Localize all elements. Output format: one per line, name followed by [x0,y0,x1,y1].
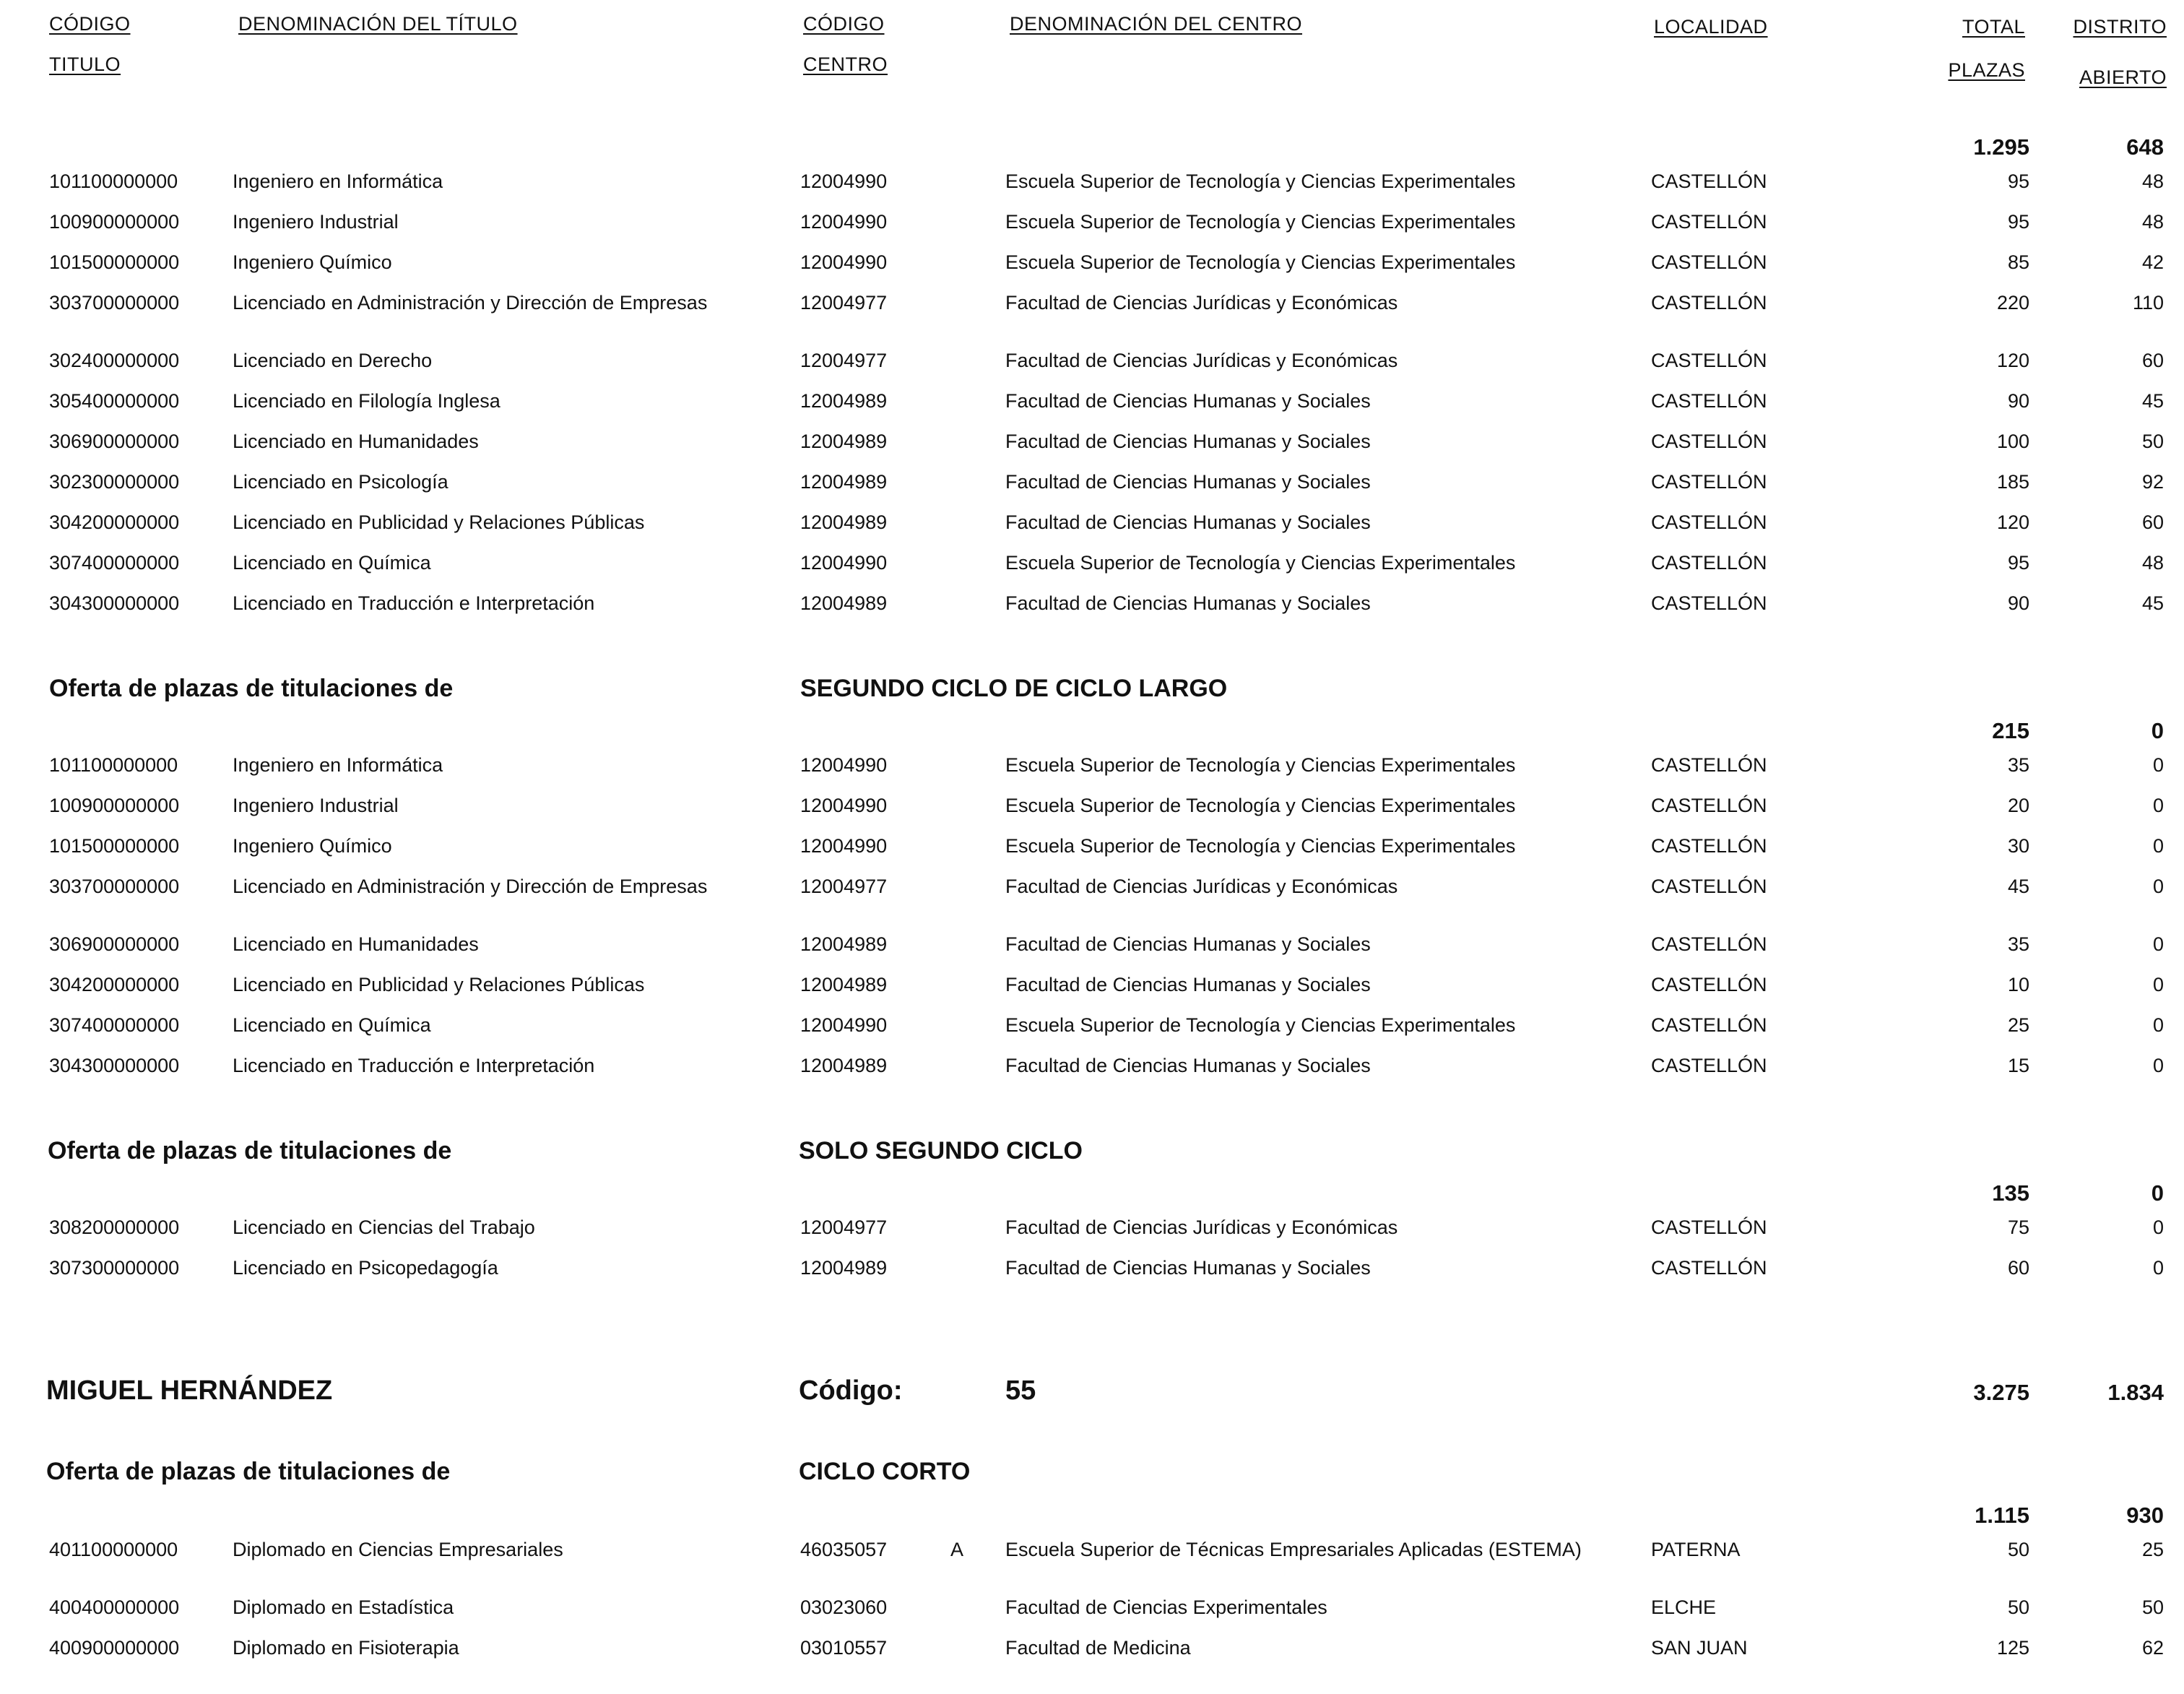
centro-codigo-cell: 12004990 [800,754,888,776]
titulo-codigo-cell: 306900000000 [49,933,180,955]
titulo-nombre-cell: Licenciado en Humanidades [233,933,479,955]
header-denominacion-titulo: DENOMINACIÓN DEL TÍTULO [238,13,518,35]
total-plazas-cell: 50 [2007,1596,2029,1618]
centro-nombre-cell: Facultad de Ciencias Jurídicas y Económicas [1005,350,1398,371]
titulo-nombre-cell: Diplomado en Estadística [233,1596,454,1618]
total-plazas-cell: 120 [1996,350,2029,371]
distrito-abierto-cell: 60 [2141,350,2164,371]
centro-nombre-cell: Facultad de Ciencias Jurídicas y Económicas [1005,292,1398,314]
titulo-codigo-cell: 308200000000 [49,1217,180,1238]
titulo-codigo-cell: 303700000000 [49,292,180,314]
university-name: MIGUEL HERNÁNDEZ [46,1375,333,1406]
centro-codigo-cell: 12004977 [800,350,888,371]
centro-codigo-cell: 12004989 [800,1257,888,1279]
university-distrito-abierto: 1.834 [2107,1380,2164,1405]
section3-title: SOLO SEGUNDO CICLO [799,1137,1083,1164]
table-row [0,1596,2184,1625]
table-row [0,1217,2184,1245]
table-row [0,933,2184,962]
centro-codigo-cell: 03010557 [800,1637,888,1659]
total-plazas-cell: 25 [2007,1014,2029,1036]
centro-nombre-cell: Escuela Superior de Tecnología y Ciencias Experimentales [1005,795,1516,816]
table-row [0,835,2184,864]
distrito-abierto-cell: 0 [2152,974,2164,995]
localidad-cell: CASTELLÓN [1651,795,1767,816]
section4-distrito-abierto: 930 [2126,1503,2164,1528]
header-codigo-titulo-1: CÓDIGO [49,13,131,35]
total-plazas-cell: 10 [2007,974,2029,995]
distrito-abierto-cell: 60 [2141,511,2164,533]
centro-codigo-cell: 12004989 [800,390,888,412]
table-row [0,1055,2184,1084]
titulo-codigo-cell: 304200000000 [49,511,180,533]
section2-distrito-abierto: 0 [2151,718,2164,743]
localidad-cell: CASTELLÓN [1651,292,1767,314]
titulo-nombre-cell: Ingeniero en Informática [233,754,443,776]
titulo-codigo-cell: 101100000000 [49,754,178,776]
total-plazas-cell: 95 [2007,170,2029,192]
centro-nombre-cell: Facultad de Ciencias Experimentales [1005,1596,1327,1618]
centro-codigo-cell: 12004977 [800,292,888,314]
centro-nombre-cell: Facultad de Ciencias Humanas y Sociales [1005,1257,1371,1279]
localidad-cell: CASTELLÓN [1651,1217,1767,1238]
total-plazas-cell: 100 [1996,431,2029,452]
titulo-nombre-cell: Licenciado en Química [233,552,431,574]
table-row [0,471,2184,500]
centro-nombre-cell: Facultad de Medicina [1005,1637,1191,1659]
centro-codigo-cell: 12004990 [800,251,888,273]
titulo-codigo-cell: 304300000000 [49,592,180,614]
distrito-abierto-cell: 25 [2141,1539,2164,1560]
distrito-abierto-cell: 48 [2141,170,2164,192]
total-plazas-cell: 75 [2007,1217,2029,1238]
total-plazas-cell: 220 [1996,292,2029,314]
centro-codigo-cell: 12004989 [800,974,888,995]
titulo-nombre-cell: Licenciado en Ciencias del Trabajo [233,1217,535,1238]
table-row [0,431,2184,459]
titulo-nombre-cell: Licenciado en Psicopedagogía [233,1257,498,1279]
titulo-codigo-cell: 101500000000 [49,835,180,857]
total-plazas-cell: 35 [2007,933,2029,955]
section4-label: Oferta de plazas de titulaciones de [46,1458,451,1485]
distrito-abierto-cell: 0 [2152,835,2164,857]
titulo-codigo-cell: 400900000000 [49,1637,180,1659]
centro-codigo-cell: 12004990 [800,1014,888,1036]
table-row [0,251,2184,280]
section1-total-plazas: 1.295 [1973,134,2029,160]
titulo-codigo-cell: 401100000000 [49,1539,178,1560]
distrito-abierto-cell: 42 [2141,251,2164,273]
titulo-codigo-cell: 306900000000 [49,431,180,452]
localidad-cell: CASTELLÓN [1651,211,1767,233]
distrito-abierto-cell: 110 [2132,292,2164,314]
distrito-abierto-cell: 0 [2152,1257,2164,1279]
table-row [0,974,2184,1003]
total-plazas-cell: 90 [2007,592,2029,614]
table-row [0,170,2184,199]
localidad-cell: CASTELLÓN [1651,876,1767,897]
titulo-nombre-cell: Diplomado en Fisioterapia [233,1637,459,1659]
titulo-codigo-cell: 400400000000 [49,1596,180,1618]
section3-label: Oferta de plazas de titulaciones de [48,1137,452,1164]
centro-nombre-cell: Facultad de Ciencias Humanas y Sociales [1005,933,1371,955]
total-plazas-cell: 20 [2007,795,2029,816]
centro-codigo-cell: 12004989 [800,431,888,452]
distrito-abierto-cell: 50 [2141,1596,2164,1618]
localidad-cell: SAN JUAN [1651,1637,1748,1659]
section1-distrito-abierto: 648 [2126,134,2164,160]
localidad-cell: CASTELLÓN [1651,350,1767,371]
centro-nombre-cell: Escuela Superior de Tecnología y Ciencias Experimentales [1005,754,1516,776]
distrito-abierto-cell: 0 [2152,1055,2164,1076]
localidad-cell: CASTELLÓN [1651,592,1767,614]
centro-codigo-cell: 03023060 [800,1596,888,1618]
titulo-nombre-cell: Ingeniero Industrial [233,795,399,816]
centro-codigo-cell: 12004990 [800,552,888,574]
table-row [0,876,2184,904]
centro-nombre-cell: Facultad de Ciencias Jurídicas y Económicas [1005,1217,1398,1238]
titulo-codigo-cell: 302400000000 [49,350,180,371]
centro-codigo-cell: 12004990 [800,795,888,816]
table-row [0,1637,2184,1666]
titulo-codigo-cell: 101500000000 [49,251,180,273]
distrito-abierto-cell: 48 [2141,211,2164,233]
table-row [0,795,2184,824]
titulo-codigo-cell: 307400000000 [49,1014,180,1036]
titulo-codigo-cell: 304200000000 [49,974,180,995]
table-row [0,511,2184,540]
localidad-cell: ELCHE [1651,1596,1717,1618]
university-codigo: 55 [1005,1375,1036,1406]
total-plazas-cell: 15 [2007,1055,2029,1076]
titulo-nombre-cell: Licenciado en Traducción e Interpretación [233,1055,595,1076]
table-row [0,1539,2184,1568]
titulo-nombre-cell: Ingeniero Industrial [233,211,399,233]
centro-nombre-cell: Facultad de Ciencias Humanas y Sociales [1005,974,1371,995]
section4-title: CICLO CORTO [799,1458,971,1485]
localidad-cell: CASTELLÓN [1651,170,1767,192]
centro-nombre-cell: Escuela Superior de Tecnología y Ciencias Experimentales [1005,211,1516,233]
table-row [0,1014,2184,1043]
centro-nombre-cell: Facultad de Ciencias Humanas y Sociales [1005,431,1371,452]
centro-nombre-cell: Facultad de Ciencias Humanas y Sociales [1005,592,1371,614]
total-plazas-cell: 35 [2007,754,2029,776]
section2-total-plazas: 215 [1992,718,2029,743]
total-plazas-cell: 60 [2007,1257,2029,1279]
table-row [0,754,2184,783]
localidad-cell: CASTELLÓN [1651,1014,1767,1036]
table-row [0,552,2184,581]
centro-codigo-cell: 12004989 [800,471,888,493]
distrito-abierto-cell: 45 [2141,390,2164,412]
total-plazas-cell: 125 [1996,1637,2029,1659]
centro-codigo-cell: 12004977 [800,1217,888,1238]
centro-nombre-cell: Escuela Superior de Tecnología y Ciencias Experimentales [1005,552,1516,574]
distrito-abierto-cell: 62 [2141,1637,2164,1659]
titulo-nombre-cell: Licenciado en Derecho [233,350,433,371]
centro-codigo-cell: 12004989 [800,1055,888,1076]
total-plazas-cell: 85 [2007,251,2029,273]
centro-codigo-cell: 12004989 [800,511,888,533]
university-total-plazas: 3.275 [1973,1380,2029,1405]
centro-nombre-cell: Facultad de Ciencias Humanas y Sociales [1005,511,1371,533]
table-row [0,350,2184,379]
localidad-cell: CASTELLÓN [1651,511,1767,533]
total-plazas-cell: 120 [1996,511,2029,533]
header-codigo-titulo-2: TITULO [49,53,121,75]
header-codigo-centro-2: CENTRO [803,53,888,75]
localidad-cell: CASTELLÓN [1651,754,1767,776]
total-plazas-cell: 90 [2007,390,2029,412]
centro-codigo-cell: 12004989 [800,592,888,614]
titulo-nombre-cell: Licenciado en Humanidades [233,431,479,452]
distrito-abierto-cell: 0 [2152,1217,2164,1238]
header-denominacion-centro: DENOMINACIÓN DEL CENTRO [1010,13,1303,35]
titulo-codigo-cell: 302300000000 [49,471,180,493]
titulo-nombre-cell: Diplomado en Ciencias Empresariales [233,1539,563,1560]
distrito-abierto-cell: 0 [2152,1014,2164,1036]
centro-codigo-cell: 46035057 [800,1539,888,1560]
distrito-abierto-cell: 0 [2152,876,2164,897]
titulo-nombre-cell: Ingeniero Químico [233,251,392,273]
titulo-codigo-cell: 305400000000 [49,390,180,412]
section2-label: Oferta de plazas de titulaciones de [49,675,454,702]
section4-total-plazas: 1.115 [1975,1503,2029,1528]
titulo-codigo-cell: 303700000000 [49,876,180,897]
section3-distrito-abierto: 0 [2151,1180,2164,1206]
distrito-abierto-cell: 0 [2152,754,2164,776]
centro-codigo-cell: 12004990 [800,835,888,857]
distrito-abierto-cell: 50 [2141,431,2164,452]
distrito-abierto-cell: 0 [2152,795,2164,816]
localidad-cell: CASTELLÓN [1651,1055,1767,1076]
localidad-cell: PATERNA [1651,1539,1741,1560]
header-total-plazas-2: PLAZAS [1948,59,2025,81]
titulo-nombre-cell: Licenciado en Traducción e Interpretación [233,592,595,614]
titulo-codigo-cell: 100900000000 [49,795,180,816]
distrito-abierto-cell: 92 [2141,471,2164,493]
total-plazas-cell: 50 [2007,1539,2029,1560]
table-row [0,211,2184,240]
header-distrito-abierto-1: DISTRITO [2073,16,2167,38]
distrito-abierto-cell: 0 [2152,933,2164,955]
titulo-nombre-cell: Licenciado en Publicidad y Relaciones Públicas [233,511,645,533]
titulo-nombre-cell: Licenciado en Administración y Dirección de Empresas [233,292,708,314]
titulo-codigo-cell: 101100000000 [49,170,178,192]
centro-codigo-cell: 12004977 [800,876,888,897]
table-row [0,592,2184,621]
titulo-codigo-cell: 100900000000 [49,211,180,233]
centro-codigo-cell: 12004990 [800,170,888,192]
distrito-abierto-cell: 45 [2141,592,2164,614]
table-row [0,390,2184,419]
localidad-cell: CASTELLÓN [1651,835,1767,857]
localidad-cell: CASTELLÓN [1651,431,1767,452]
centro-nombre-cell: Escuela Superior de Técnicas Empresariales Aplicadas (ESTEMA) [1005,1539,1582,1560]
centro-nombre-cell: Facultad de Ciencias Humanas y Sociales [1005,471,1371,493]
titulo-nombre-cell: Ingeniero en Informática [233,170,443,192]
titulo-nombre-cell: Ingeniero Químico [233,835,392,857]
localidad-cell: CASTELLÓN [1651,1257,1767,1279]
titulo-nombre-cell: Licenciado en Administración y Dirección de Empresas [233,876,708,897]
centro-nombre-cell: Facultad de Ciencias Humanas y Sociales [1005,1055,1371,1076]
section2-title: SEGUNDO CICLO DE CICLO LARGO [800,675,1228,702]
centro-codigo-cell: 12004989 [800,933,888,955]
centro-nombre-cell: Facultad de Ciencias Humanas y Sociales [1005,390,1371,412]
university-codigo-label: Código: [799,1375,903,1406]
section3-total-plazas: 135 [1992,1180,2029,1206]
centro-nombre-cell: Escuela Superior de Tecnología y Ciencias Experimentales [1005,835,1516,857]
header-total-plazas-1: TOTAL [1962,16,2025,38]
total-plazas-cell: 95 [2007,552,2029,574]
localidad-cell: CASTELLÓN [1651,552,1767,574]
titulo-nombre-cell: Licenciado en Publicidad y Relaciones Públicas [233,974,645,995]
titulo-codigo-cell: 307300000000 [49,1257,180,1279]
titulo-nombre-cell: Licenciado en Psicología [233,471,448,493]
localidad-cell: CASTELLÓN [1651,251,1767,273]
total-plazas-cell: 95 [2007,211,2029,233]
localidad-cell: CASTELLÓN [1651,390,1767,412]
titulo-nombre-cell: Licenciado en Química [233,1014,431,1036]
distrito-abierto-cell: 48 [2141,552,2164,574]
titulo-codigo-cell: 307400000000 [49,552,180,574]
localidad-cell: CASTELLÓN [1651,933,1767,955]
header-localidad: LOCALIDAD [1654,16,1768,38]
titulo-nombre-cell: Licenciado en Filología Inglesa [233,390,500,412]
centro-codigo-cell: 12004990 [800,211,888,233]
centro-nombre-cell: Escuela Superior de Tecnología y Ciencias Experimentales [1005,251,1516,273]
header-distrito-abierto-2: ABIERTO [2079,66,2167,88]
titulo-codigo-cell: 304300000000 [49,1055,180,1076]
table-row [0,1257,2184,1286]
total-plazas-cell: 30 [2007,835,2029,857]
table-row [0,292,2184,321]
centro-marca-cell: A [950,1539,963,1560]
total-plazas-cell: 185 [1996,471,2029,493]
centro-nombre-cell: Facultad de Ciencias Jurídicas y Económicas [1005,876,1398,897]
localidad-cell: CASTELLÓN [1651,974,1767,995]
total-plazas-cell: 45 [2007,876,2029,897]
centro-nombre-cell: Escuela Superior de Tecnología y Ciencias Experimentales [1005,170,1516,192]
header-codigo-centro-1: CÓDIGO [803,13,885,35]
localidad-cell: CASTELLÓN [1651,471,1767,493]
centro-nombre-cell: Escuela Superior de Tecnología y Ciencias Experimentales [1005,1014,1516,1036]
